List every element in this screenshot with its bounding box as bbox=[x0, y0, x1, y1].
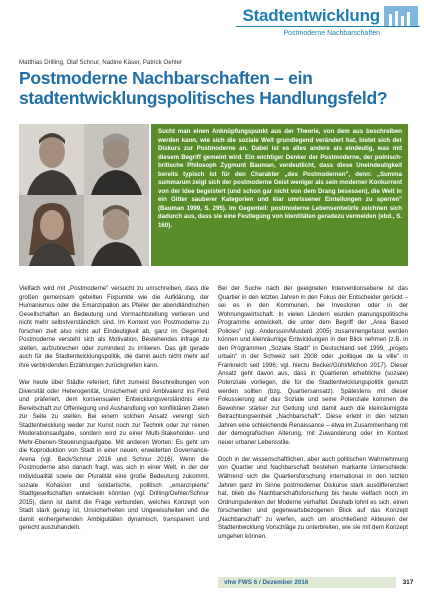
body-column-left bbox=[19, 285, 209, 533]
section-title: Stadtentwicklung bbox=[242, 6, 380, 25]
abstract-text: Sucht man einen Anknüpfungspunkt aus der Theorie, von dem aus beschreiben werden kann, wie sich die soziale Welt grundlegend verändert hat, bietet sich der Diskurs zur Postmoderne an. Dabei ist es alles andere als eindeutig, was mit diesem Begriff gemeint wird. Ein wichtiger Denker der Postmoderne, der polnisch-britische Philosoph Zygmunt Bauman, verdeutlicht, dass diese Uneindeutigkeit bereits typisch ist für den Charakter „des Postmodernen", denn: „Summa summarum zeigt sich der postmoderne Geist weniger als sein moderner Konkurrent von der Idee begeistert (und schon gar nicht von dem Drang besessen), die Welt in ein Gitter sauberer Kategorien und klar umrissener Einteilungen zu sperren" (Bauman 1999, S. 295). Im Gegenteil: postmoderne Lebensentwürfe zeichnen sich dadurch aus, dass sie eine Festlegung von Identitäten geradezu vermeiden (ebd., S. 160). bbox=[158, 128, 402, 230]
body-paragraph: Wer heute über Städte referiert, führt zumeist Beschreibungen von Diversität oder Heterogenität, Unsicherheit und Ambivalenz ins Feld und präferiert, dem konsensualen Entwicklungsverständnis eine Bereitschaft zur Offenlegung und Aushandlung von konfliktären Zielen zur Seite zu stellen. Bei einem solchen Ansatz verengt sich Stadtentwicklung weder zur Kunst noch zur Technik oder zur reinen Moderationsaufgabe, sondern wird zu einer Multi-Stakeholder- und Mehr-Ebenen-Steuerungsaufgabe. Mit anderen Worten: Es geht um die Koproduktion von Stadt in einer neuen, erweiterten Governance-Arena (vgl. Beck/Schnur 2016 und Schnur 2016). Wenn die Postmoderne also danach fragt, was sich in einer Welt, in der der Individualität sowie der Pluralität eine große Bedeutung zukommt, soziale Kohäsion und solidarische, politisch „emanzipierte" Stadtgesellschaften entwickeln könnten (vgl. Drilling/Oehler/Schnur 2015), dann ist damit die Frage verbunden, welches Konzept von Stadt stark genug ist, Unsicherheiten und Ungewissheiten und die damit einhergehenden Ambiguitäten dynamisch, transparent und gerecht auszuhandeln. bbox=[19, 378, 209, 532]
issue-label: vhw FWS 6 / Dezember 2016 bbox=[224, 579, 309, 586]
author-photo bbox=[84, 195, 149, 266]
section-subtitle: Postmoderne Nachbarschaften bbox=[283, 30, 380, 37]
page-header bbox=[0, 0, 424, 40]
author-photo bbox=[19, 124, 84, 195]
author-photo bbox=[84, 124, 149, 195]
article-abstract bbox=[151, 124, 408, 266]
article-authors: Matthias Drilling, Olaf Schnur, Nadine Käser, Patrick Oehler bbox=[19, 59, 183, 66]
author-photos bbox=[19, 124, 149, 266]
body-paragraph: Vielfach wird mit „Postmoderne" versucht zu umschreiben, dass die großen gemeinsam geteilten Fixpunkte wie die Aufklärung, der Humanismus oder die Emanzipation als Pfeiler der abendländischen Gesellschaften an Bedeutung und Vormachtstellung verlieren und nicht mehr selbstverständlich sind. Im Kontext von Postmoderne zu forschen zielt also nicht auf Eindeutigkeit ab, ganz im Gegenteil: Postmoderne versteht sich als Motivation, Bestehendes infrage zu stellen, aufzubrechen oder zumindest zu irritieren. Das gilt gerade auch für die Stadtentwicklungspolitik, die damit auch nicht mehr auf ihre verbindenden Erzählungen zurückgreifen kann. bbox=[19, 285, 209, 369]
author-photo bbox=[19, 195, 84, 266]
body-column-right bbox=[218, 285, 408, 541]
article-title: Postmoderne Nachbarschaften – ein stadtentwicklungspolitisches Handlungsfeld? bbox=[19, 68, 388, 108]
body-paragraph: Bei der Suche nach der geeigneten Interventionsebene ist das Quartier in den letzten Jahren in den Fokus der Entscheider gerückt – sei es in den Kommunen, bei Investoren oder in der Wohnungswirtschaft. In vielen Ländern wurden planungspolitische Programme entwickelt, die unter dem Begriff der „Area Based Policies" (vgl. Andersson/Musterd 2005) zusammengefasst werden können und kleinräumige Entwicklungen in den Blick nehmen (z.B. in den Programmen „Soziale Stadt" in Deutschland seit 1999, „projets urbain" in der Schweiz seit 2008 oder „politique de la ville" in Frankreich seit 1996; vgl. hierzu Becker/Gühl/Michon 2017). Dieser Ansatz geht davon aus, dass in Quartieren erhebliche (soziale) Potenziale vorliegen, die für die Stadtentwicklungspolitik genutzt werden sollten (bzg. Quartiersansatz). Spätestens mit dieser Fokussierung auf das Soziale und seine Potenziale kommen die Bewohner stärker zur Geltung und damit auch die kleinräumigste Betrachtungseinheit „Nachbarschaft". Diese erlebt in den letzten Jahren eine schleichende Renaissance – etwa im Zusammenhang mit der demografischen Alterung, mit Zuwanderung oder im Kontext neuer urbaner Lebensstile. bbox=[218, 285, 408, 446]
page-number: 317 bbox=[402, 579, 414, 586]
body-paragraph: Doch in der wissenschaftlichen, aber auch politischen Wahrnehmung von Quartier und Nachbarschaft bestehen markante Unterschiede: Während sich die Quartiersforschung international in den letzten Jahren ganz im Sinne postmoderner Diskurse stark ausdifferenziert hat, blieb die Nachbarschaftsforschung bis heute vielfach noch im Ordnungsdenken der Moderne verhaftet. Deshalb lohnt es sich, einen forschenden und gegenwartsbezogenen Blick auf das Konzept „Nachbarschaft" zu werfen, auch um anschließend Akteuren der Stadtentwicklung Vorschläge zu unterbreiten, wie sie mit dem Konzept umgehen können. bbox=[218, 455, 408, 540]
vhw-logo-icon bbox=[384, 6, 418, 26]
header-divider bbox=[236, 26, 420, 27]
